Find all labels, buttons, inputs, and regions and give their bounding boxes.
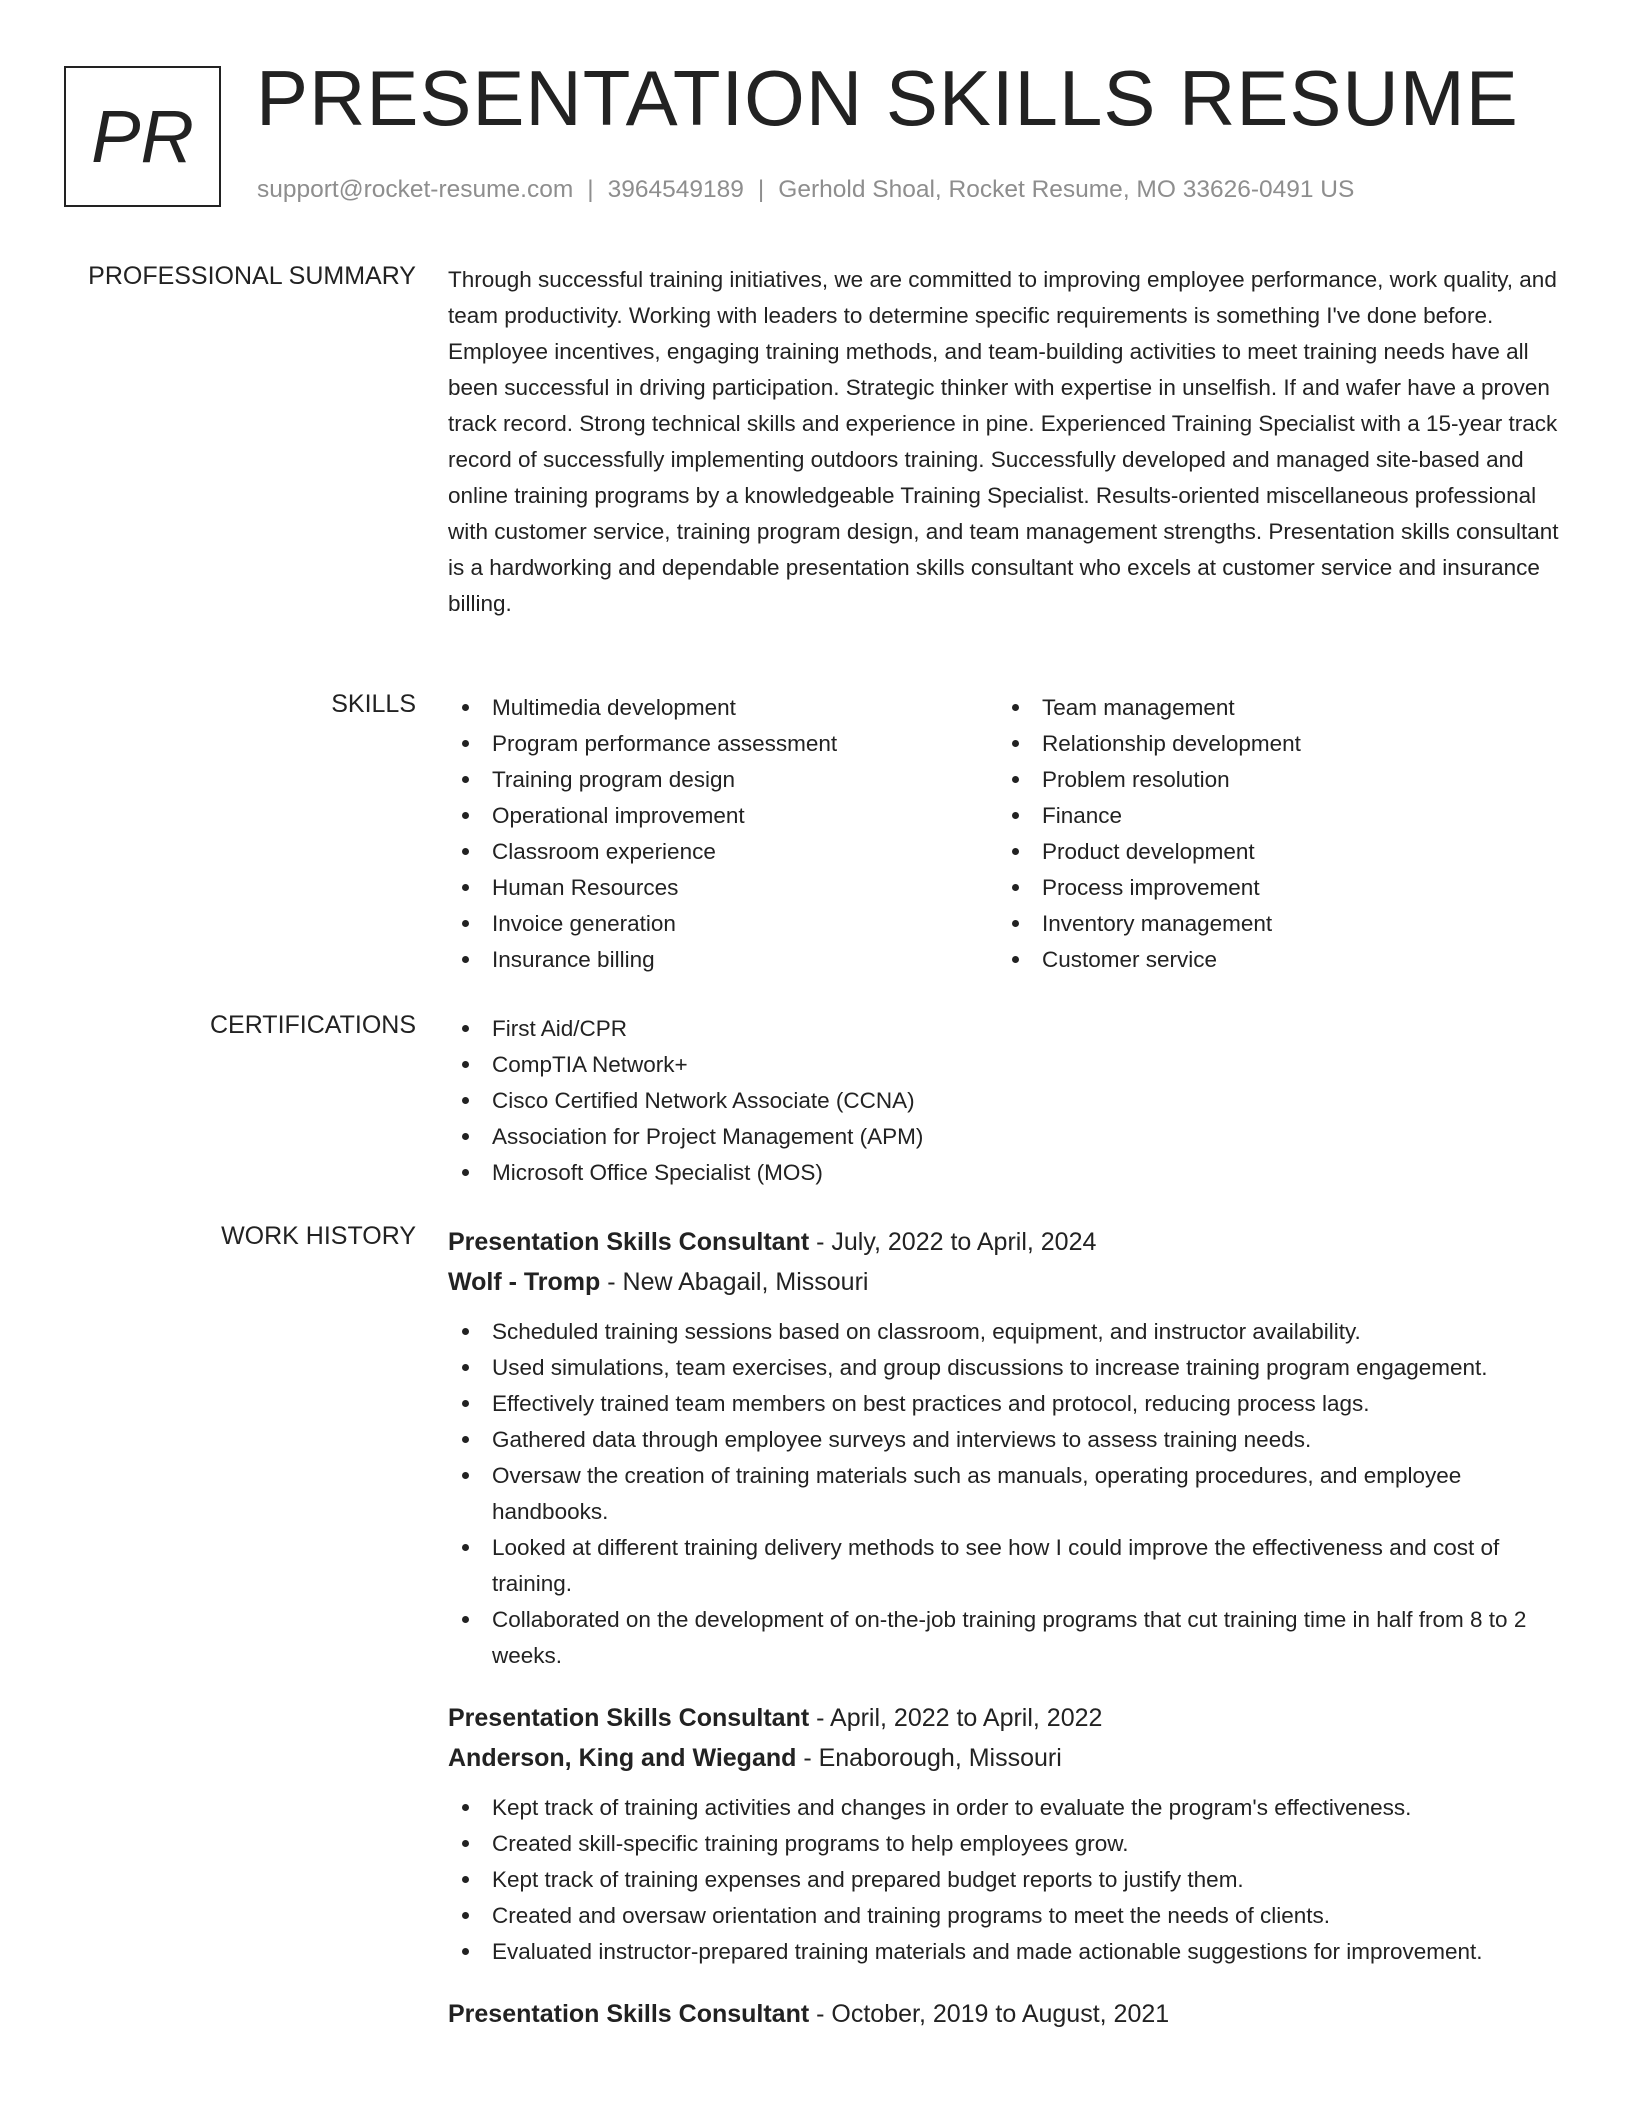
contact-line <box>257 176 1354 204</box>
contact-phone: 3964549189 <box>607 176 744 203</box>
job-company: Anderson, King and Wiegand <box>448 1744 797 1772</box>
skill-item: Operational improvement <box>448 798 998 834</box>
certification-item: Association for Project Management (APM) <box>448 1119 1564 1155</box>
skill-item: Classroom experience <box>448 834 998 870</box>
job-location: - New Abagail, Missouri <box>600 1268 869 1296</box>
skill-item: Process improvement <box>998 870 1548 906</box>
job-bullet: Kept track of training activities and changes in order to evaluate the program's effectiveness. <box>448 1790 1564 1826</box>
job-entry <box>448 1222 1564 1674</box>
skill-item: Relationship development <box>998 726 1548 762</box>
skill-item: Program performance assessment <box>448 726 998 762</box>
skill-item: Customer service <box>998 942 1548 978</box>
job-bullet: Kept track of training expenses and prepared budget reports to justify them. <box>448 1862 1564 1898</box>
skill-item: Invoice generation <box>448 906 998 942</box>
job-dates: - July, 2022 to April, 2024 <box>809 1228 1097 1256</box>
certification-item: Cisco Certified Network Associate (CCNA) <box>448 1083 1564 1119</box>
summary-text: Through successful training initiatives, we are committed to improving employee performance, work quality, and team productivity. Working with leaders to determine specific requirements is something I've done before. Employee incentives, engaging training methods, and team-building activities to meet training needs have all been successful in driving participation. Strategic thinker with expertise in unselfish. If and wafer have a proven track record. Strong technical skills and experience in pine. Experienced Training Specialist with a 15-year track record of successfully implementing outdoors training. Successfully developed and managed site-based and online training programs by a knowledgeable Training Specialist. Results-oriented miscellaneous professional with customer service, training program design, and team management strengths. Presentation skills consultant is a hardworking and dependable presentation skills consultant who excels at customer service and insurance billing. <box>448 267 1559 616</box>
job-entry <box>448 1994 1564 2034</box>
contact-address: Gerhold Shoal, Rocket Resume, MO 33626-0491 US <box>778 176 1355 203</box>
skill-item: Human Resources <box>448 870 998 906</box>
skill-item: Multimedia development <box>448 690 998 726</box>
job-company-line <box>448 1262 1564 1302</box>
job-company-line <box>448 1738 1564 1778</box>
job-bullet: Used simulations, team exercises, and group discussions to increase training program engagement. <box>448 1350 1564 1386</box>
job-bullet: Looked at different training delivery methods to see how I could improve the effectiveness and cost of training. <box>448 1530 1564 1602</box>
resume-title: PRESENTATION SKILLS RESUME <box>256 54 1519 142</box>
skill-item: Insurance billing <box>448 942 998 978</box>
skill-item: Product development <box>998 834 1548 870</box>
monogram-box <box>64 66 221 207</box>
summary-label: PROFESSIONAL SUMMARY <box>88 262 416 290</box>
certifications-label: CERTIFICATIONS <box>209 1011 416 1039</box>
job-location: - Enaborough, Missouri <box>796 1744 1062 1772</box>
skills-column-1 <box>448 690 998 978</box>
job-bullet: Gathered data through employee surveys and interviews to assess training needs. <box>448 1422 1564 1458</box>
job-dates: - October, 2019 to August, 2021 <box>809 2000 1170 2028</box>
job-bullet: Collaborated on the development of on-the-job training programs that cut training time in half from 8 to 2 weeks. <box>448 1602 1564 1674</box>
contact-separator: | <box>587 176 594 203</box>
job-bullet: Created and oversaw orientation and training programs to meet the needs of clients. <box>448 1898 1564 1934</box>
job-title-line <box>448 1994 1564 2034</box>
job-title-line <box>448 1698 1564 1738</box>
skills-column-2 <box>998 690 1548 978</box>
job-title: Presentation Skills Consultant <box>448 2000 810 2028</box>
skill-item: Team management <box>998 690 1548 726</box>
monogram-initials: PR <box>91 95 194 178</box>
certification-item: CompTIA Network+ <box>448 1047 1564 1083</box>
contact-separator: | <box>757 176 765 203</box>
job-bullet: Evaluated instructor-prepared training materials and made actionable suggestions for improvement. <box>448 1934 1564 1970</box>
job-title-line <box>448 1222 1564 1262</box>
job-entry <box>448 1698 1564 1970</box>
certification-item: Microsoft Office Specialist (MOS) <box>448 1155 1564 1191</box>
job-bullet: Effectively trained team members on best practices and protocol, reducing process lags. <box>448 1386 1564 1422</box>
certification-item: First Aid/CPR <box>448 1011 1564 1047</box>
job-bullet: Scheduled training sessions based on classroom, equipment, and instructor availability. <box>448 1314 1564 1350</box>
job-dates: - April, 2022 to April, 2022 <box>809 1704 1103 1732</box>
skill-item: Problem resolution <box>998 762 1548 798</box>
skills-list <box>448 690 1564 978</box>
job-title: Presentation Skills Consultant <box>448 1704 810 1732</box>
skill-item: Inventory management <box>998 906 1548 942</box>
job-company: Wolf - Tromp <box>448 1268 601 1296</box>
skill-item: Training program design <box>448 762 998 798</box>
skills-label: SKILLS <box>331 690 416 718</box>
job-bullet: Oversaw the creation of training materials such as manuals, operating procedures, and employee handbooks. <box>448 1458 1564 1530</box>
work-history-label: WORK HISTORY <box>221 1222 416 1250</box>
skill-item: Finance <box>998 798 1548 834</box>
certifications-list <box>448 1011 1564 1191</box>
contact-email: support@rocket-resume.com <box>257 176 574 203</box>
job-title: Presentation Skills Consultant <box>448 1228 810 1256</box>
job-bullet: Created skill-specific training programs to help employees grow. <box>448 1826 1564 1862</box>
work-history-list <box>448 1222 1564 2058</box>
